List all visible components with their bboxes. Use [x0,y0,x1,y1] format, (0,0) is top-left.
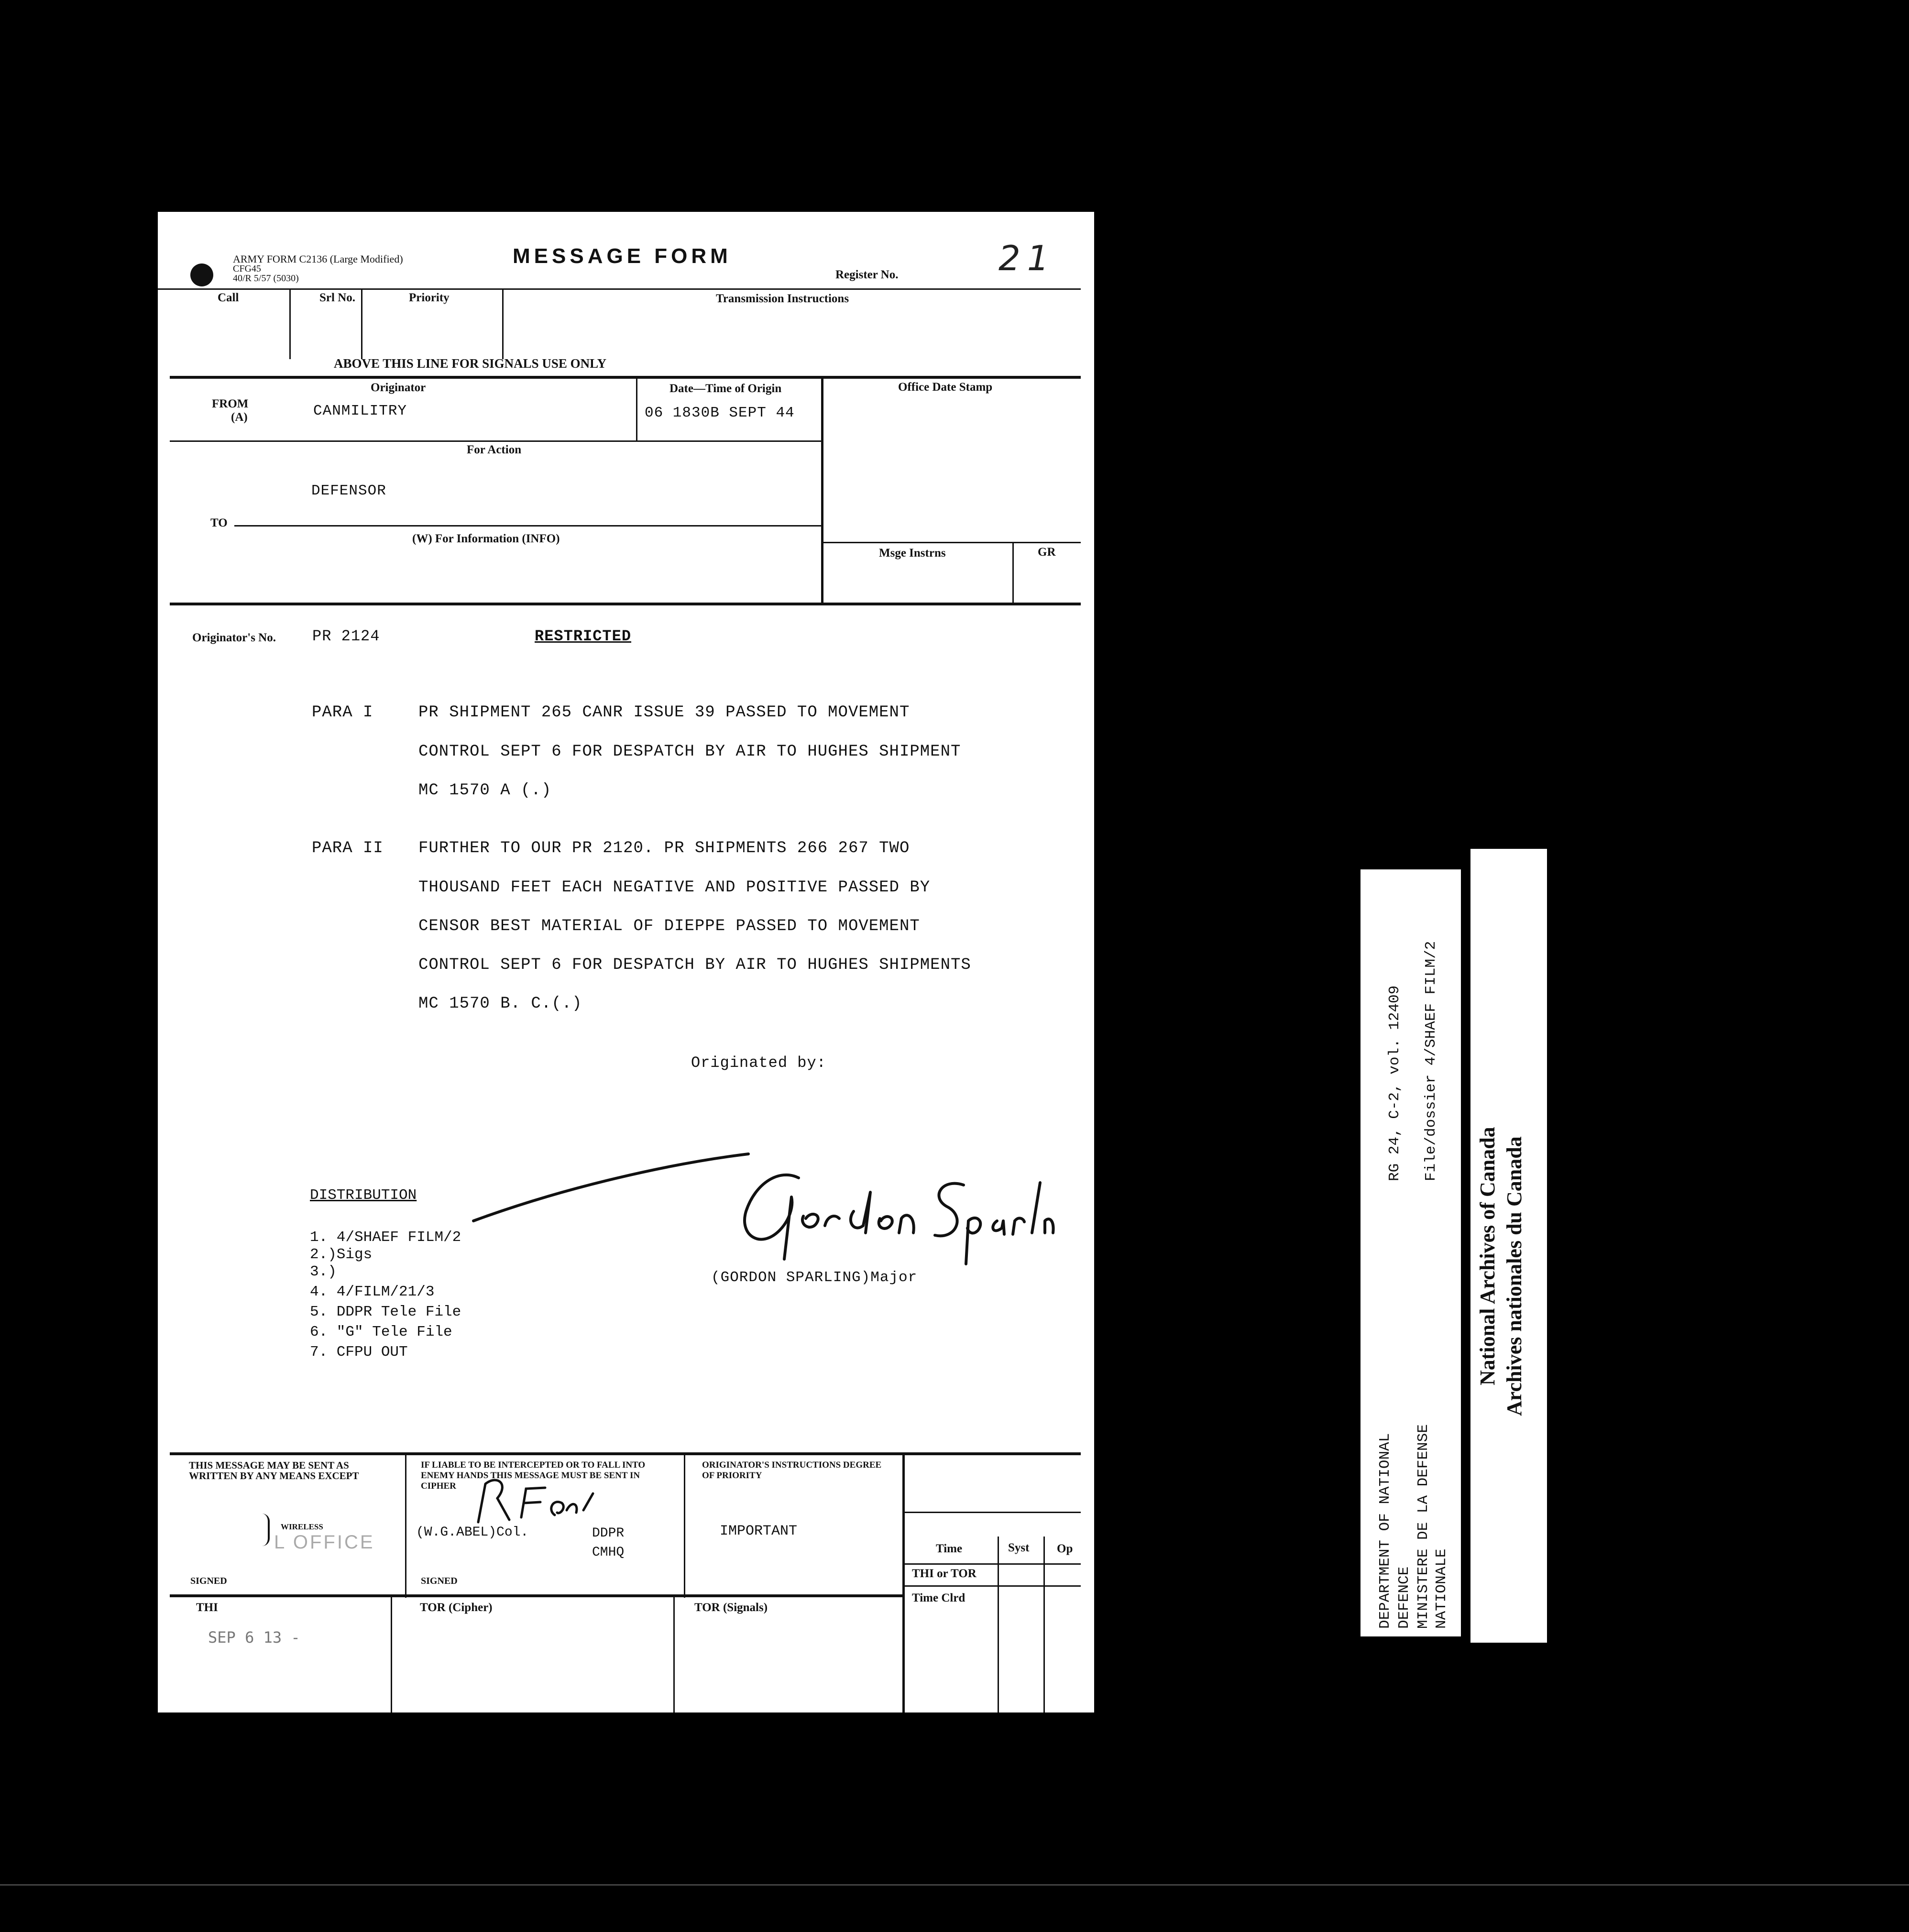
dept-line-1: DEPARTMENT OF NATIONAL [1377,1433,1393,1629]
distribution-item-3: 3.) [310,1263,337,1280]
archive-label-nac [1470,849,1547,1643]
para2-line-2: THOUSAND FEET EACH NEGATIVE AND POSITIVE PASSED BY [418,878,931,897]
op-label: Op [1057,1542,1073,1555]
form-hole [190,263,213,286]
may-be-sent-note: THIS MESSAGE MAY BE SENT AS WRITTEN BY ANY MEANS EXCEPT [189,1460,359,1482]
to-label: TO [210,516,228,529]
register-number: 21 [998,238,1056,278]
signals-note: ABOVE THIS LINE FOR SIGNALS USE ONLY [334,356,607,371]
orig-instructions-label: ORIGINATOR'S INSTRUCTIONS DEGREE OF PRIORITY [702,1460,882,1481]
srl-label: Srl No. [319,291,355,304]
to-value: DEFENSOR [311,483,386,499]
archive-ref-2: File/dossier 4/SHAEF FILM/2 [1423,941,1439,1181]
time-clrd-label: Time Clrd [912,1592,965,1604]
msge-instrns-label: Msge Instrns [879,547,946,560]
signed-label-2: SIGNED [421,1576,458,1586]
army-form-id: ARMY FORM C2136 (Large Modified) [233,253,403,265]
distribution-item-7: 7. CFPU OUT [310,1344,408,1361]
para1-line-2: CONTROL SEPT 6 FOR DESPATCH BY AIR TO HUGHES SHIPMENT [418,743,961,761]
para1-line-1: PR SHIPMENT 265 CANR ISSUE 39 PASSED TO MOVEMENT [418,703,910,722]
office-stamp-label: Office Date Stamp [898,381,993,394]
dept-line-4: NATIONALE [1433,1548,1450,1629]
gray-signature [464,1465,607,1532]
time-label: Time [936,1542,963,1555]
distribution-item-6: 6. "G" Tele File [310,1324,452,1340]
para2-line-1: FURTHER TO OUR PR 2120. PR SHIPMENTS 266 267 TWO [418,839,910,857]
ddpr-label: DDPR [592,1526,625,1541]
priority-label: Priority [409,291,450,304]
para2-line-5: MC 1570 B. C.(.) [418,995,582,1013]
gordon-sparling-signature [469,1149,1057,1269]
thi-label: THI [196,1601,218,1614]
originator-label: Originator [371,381,426,394]
gr-label: GR [1038,546,1056,559]
date-time-label: Date—Time of Origin [669,382,782,395]
syst-label: Syst [1008,1541,1030,1554]
para1-label: PARA I [312,703,373,722]
signed-label-1: SIGNED [190,1576,227,1586]
signer-name: (GORDON SPARLING)Major [711,1269,918,1286]
thi-stamp: SEP 6 13 - [208,1628,300,1647]
transmission-label: Transmission Instructions [716,292,849,305]
distribution-item-4: 4. 4/FILM/21/3 [310,1284,435,1300]
call-label: Call [218,291,239,304]
form-code-1: CFG45 [233,263,261,274]
para2-line-4: CONTROL SEPT 6 FOR DESPATCH BY AIR TO HUGHES SHIPMENTS [418,956,971,974]
from-value: CANMILITRY [313,403,407,419]
nac-english: National Archives of Canada [1476,1127,1499,1385]
classification: RESTRICTED [535,627,632,645]
para2-label: PARA II [312,839,384,857]
info-label: (W) For Information (INFO) [412,532,560,545]
archive-label-department [1360,869,1461,1636]
originators-no-value: PR 2124 [312,627,380,645]
cmhq-label: CMHQ [592,1545,625,1560]
originated-by: Originated by: [691,1054,826,1072]
for-action-label: For Action [467,443,522,456]
message-form [158,212,1094,1712]
abel-name: (W.G.ABEL)Col. [416,1525,529,1540]
from-label: FROM [212,397,249,410]
form-code-2: 40/R 5/57 (5030) [233,273,299,284]
office-stamp: L OFFICE [274,1532,375,1553]
intercept-note: IF LIABLE TO BE INTERCEPTED OR TO FALL INTO ENEMY HANDS THIS MESSAGE MUST BE SENT IN CIPHER [421,1460,646,1491]
para2-line-3: CENSOR BEST MATERIAL OF DIEPPE PASSED TO MOVEMENT [418,917,920,935]
wireless-bracket [262,1514,270,1546]
tor-cipher-label: TOR (Cipher) [420,1601,493,1614]
originators-no-label: Originator's No. [192,631,276,644]
wireless-label: WIRELESS [281,1522,323,1531]
from-sub-label: (A) [231,411,248,424]
para1-line-3: MC 1570 A (.) [418,781,552,800]
nac-french: Archives nationales du Canada [1503,1136,1526,1416]
distribution-item-2: 2.)Sigs [310,1246,373,1263]
scan-edge-line [0,1884,1909,1886]
distribution-item-1: 1. 4/SHAEF FILM/2 [310,1229,461,1246]
dept-line-3: MINISTERE DE LA DEFENSE [1415,1424,1432,1629]
register-label: Register No. [835,268,899,281]
priority-value: IMPORTANT [720,1523,798,1539]
archive-ref-1: RG 24, C-2, vol. 12409 [1386,985,1403,1181]
distribution-heading: DISTRIBUTION [310,1187,417,1204]
thi-tor-label: THI or TOR [912,1567,976,1580]
dept-line-2: DEFENCE [1396,1566,1413,1629]
distribution-item-5: 5. DDPR Tele File [310,1304,461,1320]
tor-signals-label: TOR (Signals) [694,1601,768,1614]
date-time-value: 06 1830B SEPT 44 [645,405,795,421]
form-title: MESSAGE FORM [513,244,732,268]
